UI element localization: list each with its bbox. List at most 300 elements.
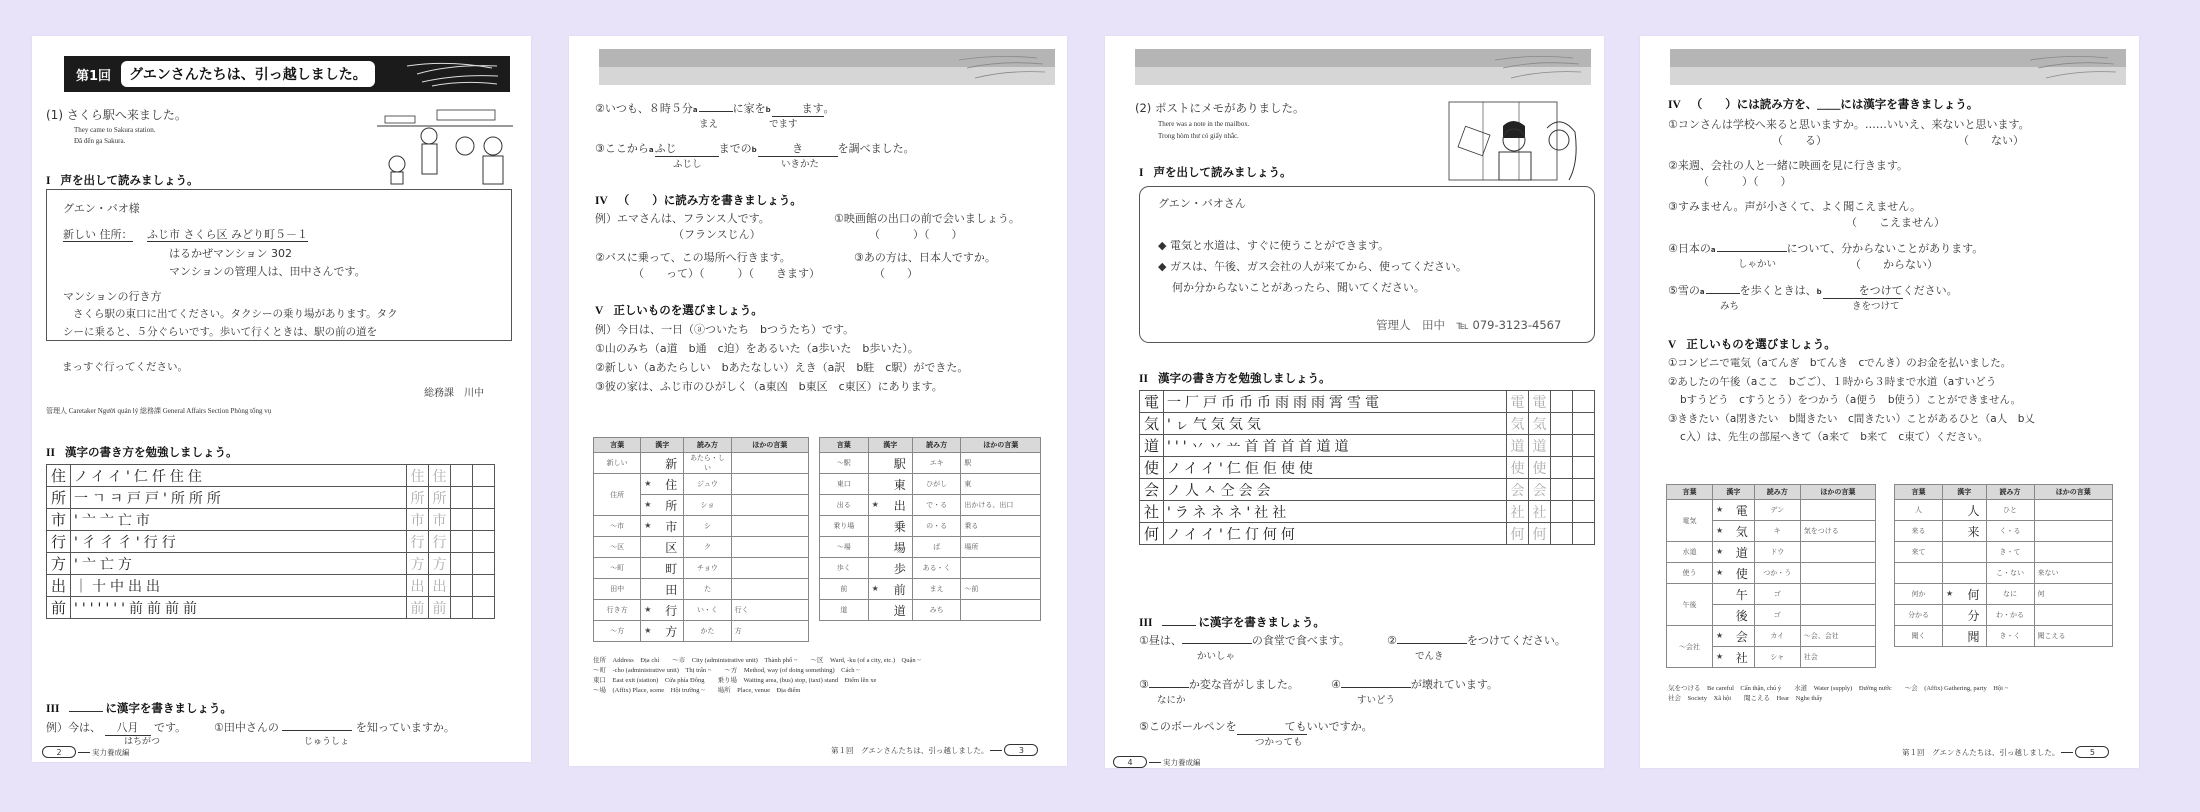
memo-bullet-1: ◆ 電気と水道は、すぐに使うことができます。 — [1158, 239, 1390, 252]
p5-q1-blank-b[interactable]: （ ない） — [1958, 134, 2024, 147]
trace-cell[interactable]: 何 — [1529, 523, 1551, 545]
vocab-reading: ゴ — [1754, 584, 1800, 605]
vocab-word: 新しい — [594, 453, 641, 474]
practice-cell[interactable] — [451, 575, 473, 597]
vocab-reading: い・く — [684, 600, 731, 621]
answer-blank[interactable] — [1182, 643, 1252, 644]
stroke-row — [1140, 457, 1595, 479]
vocab-word: 歩く — [820, 558, 869, 579]
vocab-table-right — [819, 437, 1041, 621]
workbook-page-2 — [32, 36, 531, 762]
kanji-cell: 何 — [1140, 523, 1164, 545]
section1-heading: I 声を出して読みましょう。 — [46, 173, 199, 187]
vocab-reading: き・て — [1986, 542, 2034, 563]
gloss-caretaker: 管理人 Caretaker Người quản lý 総務課 General Affairs Section Phòng tổng vụ — [46, 407, 272, 415]
column-header: ほかの言葉 — [1800, 485, 1875, 500]
practice-cell[interactable] — [1573, 501, 1595, 523]
trace-cell[interactable]: 使 — [1507, 457, 1529, 479]
stroke-sequence: ノイイ'仁仟住住 — [71, 465, 407, 487]
vocab-reading: た — [684, 579, 731, 600]
practice-cell[interactable] — [1551, 413, 1573, 435]
trace-cell[interactable]: 出 — [407, 575, 429, 597]
vocab-kanji: ★ 市 — [641, 516, 684, 537]
vocab-reading: で・る — [912, 495, 961, 516]
section4-heading: IV （ ）には読み方を、＿＿には漢字を書きましょう。 — [1668, 97, 1979, 111]
letter-address-label: 新しい 住所： — [63, 228, 133, 241]
stroke-row — [47, 553, 495, 575]
vocab-row — [594, 453, 809, 474]
column-header: ほかの言葉 — [2034, 485, 2113, 500]
vocab-row — [594, 516, 809, 537]
stroke-sequence: 一厂戸币币币雨雨雨霄雪電 — [1164, 391, 1507, 413]
answer-blank[interactable] — [1149, 687, 1189, 688]
vocab-other: 乗る — [961, 516, 1041, 537]
vocab-kanji: 分 — [1942, 605, 1986, 626]
vocab-row — [594, 474, 809, 495]
star-icon: ★ — [1715, 630, 1724, 640]
vocab-row — [820, 495, 1041, 516]
section2-heading: II 漢字の書き方を勉強しましょう。 — [1139, 371, 1331, 385]
s5-q2[interactable]: ②新しい（aあたらしい bあたなしい）えき（a訳 b駐 c駅）ができた。 — [595, 361, 969, 374]
vocab-kanji: 聞 — [1942, 626, 1986, 647]
s4-q3: ③あの方は、日本人ですか。 — [854, 251, 996, 264]
p4-q3: ③ か変な音がしました。 — [1139, 678, 1299, 691]
trace-cell[interactable]: 所 — [429, 487, 451, 509]
trace-cell[interactable]: 住 — [407, 465, 429, 487]
trace-cell[interactable]: 住 — [429, 465, 451, 487]
vocab-kanji: 来 — [1942, 521, 1986, 542]
mailbox-illustration-icon — [1447, 100, 1589, 184]
practice-cell[interactable] — [451, 597, 473, 619]
scene-heading: (2) ポストにメモがありました。 — [1135, 101, 1305, 115]
practice-cell[interactable] — [1551, 435, 1573, 457]
vocab-kanji: 場 — [868, 537, 912, 558]
practice-cell[interactable] — [1551, 479, 1573, 501]
p5-q3: ③すみません。声が小さくて、よく聞こえません。 — [1668, 200, 1921, 213]
chapter-number: 第1回 — [76, 68, 112, 84]
s4-q2-blanks[interactable]: （ って）（ ）（ きます） — [633, 267, 820, 280]
p5-s5-q2b[interactable]: bすうどう cすうとう）をつかう（a便う b使う）ことができません。 — [1680, 394, 2022, 406]
vocab-word: 分かる — [1895, 605, 1943, 626]
p5-s5-q3a[interactable]: ③ききたい（a閉きたい b聞きたい c間きたい）ことがあるひと（a人 b乂 — [1668, 413, 2035, 425]
column-header: 読み方 — [1754, 485, 1800, 500]
vocab-reading: シャ — [1754, 647, 1800, 668]
p5-q2-blanks[interactable]: （ ）（ ） — [1698, 175, 1792, 188]
answer-blank[interactable] — [1397, 643, 1467, 644]
practice-cell[interactable] — [451, 553, 473, 575]
vocab-other: 方 — [731, 621, 808, 642]
column-header: ほかの言葉 — [961, 438, 1041, 453]
practice-cell[interactable] — [451, 531, 473, 553]
vocab-word: 道 — [820, 600, 869, 621]
vocab-kanji: ★ 住 — [641, 474, 684, 495]
q3b-reading: いきかた — [781, 159, 820, 170]
stroke-sequence: 'ラネネネ'社社 — [1164, 501, 1507, 523]
stroke-order-table — [46, 464, 495, 619]
stroke-row — [47, 597, 495, 619]
practice-cell[interactable] — [1573, 391, 1595, 413]
stroke-sequence: 'ㇾ气気気気 — [1164, 413, 1507, 435]
star-icon: ★ — [1945, 588, 1954, 598]
s5-q1[interactable]: ①山のみち（a道 b通 c迫）をあるいた（a歩いた b歩いた）。 — [595, 342, 919, 355]
star-icon: ★ — [871, 499, 879, 509]
header-bar — [1670, 49, 2126, 85]
stroke-row — [47, 531, 495, 553]
trace-cell[interactable]: 道 — [1507, 435, 1529, 457]
memo-signature: 管理人 田中 ℡ 079-3123-4567 — [1376, 318, 1562, 332]
answer-blank[interactable] — [1341, 687, 1411, 688]
vocab-table-left — [1666, 484, 1876, 668]
p5-q4-blanks[interactable]: （ からない） — [1850, 258, 1938, 271]
practice-cell[interactable] — [1573, 479, 1595, 501]
scene-vietnamese: Trong hòm thư có giấy nhắc. — [1158, 132, 1239, 140]
s5-q3[interactable]: ③彼の家は、ふじ市のひがしく（a東凶 b東区 c東区）にあります。 — [595, 380, 943, 393]
vocab-word: 出る — [820, 495, 869, 516]
scene-english: There was a note in the mailbox. — [1158, 120, 1250, 128]
vocab-row — [820, 600, 1041, 621]
vocab-kanji: ★ 社 — [1712, 647, 1754, 668]
birds-decoration-icon — [402, 60, 502, 88]
practice-cell[interactable] — [1551, 523, 1573, 545]
s4-example-reading: （フランスじん） — [673, 228, 761, 241]
practice-cell[interactable] — [473, 531, 495, 553]
s4-q1-blanks[interactable]: （ ）（ ） — [869, 228, 963, 241]
vocab-other — [731, 474, 808, 495]
vocab-word: 人 — [1895, 500, 1943, 521]
vocab-reading: ク — [684, 537, 731, 558]
trace-cell[interactable]: 気 — [1529, 413, 1551, 435]
trace-cell[interactable]: 方 — [429, 553, 451, 575]
kanji-cell: 気 — [1140, 413, 1164, 435]
vocab-kanji: ★ 道 — [1712, 542, 1754, 563]
page-number: 4 — [1113, 756, 1147, 768]
example-reading: はちがつ — [124, 737, 161, 747]
stroke-sequence: ノイイ'仁仃何何 — [1164, 523, 1507, 545]
stroke-sequence: ノイイ'仁佢佢使使 — [1164, 457, 1507, 479]
q2b-reading: でます — [769, 119, 798, 130]
p4-q1-reading: かいしゃ — [1197, 651, 1236, 662]
chapter-banner — [64, 56, 510, 92]
kanji-cell: 住 — [47, 465, 71, 487]
section2-heading: II 漢字の書き方を勉強しましょう。 — [46, 445, 238, 459]
trace-cell[interactable]: 電 — [1507, 391, 1529, 413]
page-number: 3 — [1004, 744, 1038, 756]
vocab-row — [820, 558, 1041, 579]
vocab-word — [1895, 563, 1943, 584]
stroke-sequence: '亠亠亡市 — [71, 509, 407, 531]
column-header: 漢字 — [868, 438, 912, 453]
kanji-cell: 市 — [47, 509, 71, 531]
vocab-word: 使う — [1667, 563, 1713, 584]
practice-cell[interactable] — [473, 465, 495, 487]
p5-q5: ⑤雪のa を歩くときは、b をつけてください。 — [1668, 284, 1958, 297]
kanji-cell: 会 — [1140, 479, 1164, 501]
p5-q1-blank-a[interactable]: （ る） — [1772, 134, 1827, 147]
p5-q3-blanks[interactable]: （ こえません） — [1846, 216, 1945, 229]
stroke-sequence: '亠亡方 — [71, 553, 407, 575]
directions-title: マンションの行き方 — [63, 290, 162, 303]
p5-q5b-reading: きをつけて — [1852, 301, 1900, 312]
vocab-word: 聞く — [1895, 626, 1943, 647]
example-sentence: 例）今は、 八月 です。 — [46, 721, 187, 734]
p4-q2: ② をつけてください。 — [1387, 634, 1566, 647]
vocab-word: 田中 — [594, 579, 641, 600]
vocab-reading: デン — [1754, 500, 1800, 521]
section5-heading: V 正しいものを選びましょう。 — [595, 303, 763, 317]
practice-cell[interactable] — [1573, 457, 1595, 479]
q2a-reading: まえ — [699, 119, 719, 130]
trace-cell[interactable]: 前 — [429, 597, 451, 619]
vocab-word: ～区 — [594, 537, 641, 558]
star-icon: ★ — [644, 604, 652, 614]
stroke-sequence: '''丷丷䒑首首首首道道 — [1164, 435, 1507, 457]
vocab-word: ～町 — [594, 558, 641, 579]
vocab-reading: つか・う — [1754, 563, 1800, 584]
section1-heading: I 声を出して読みましょう。 — [1139, 165, 1292, 179]
vocab-kanji: ★ 方 — [641, 621, 684, 642]
trace-cell[interactable]: 会 — [1507, 479, 1529, 501]
kanji-cell: 道 — [1140, 435, 1164, 457]
vocab-word: 水道 — [1667, 542, 1713, 563]
vocab-reading: かた — [684, 621, 731, 642]
star-icon: ★ — [1715, 525, 1724, 535]
vocab-reading: の・る — [912, 516, 961, 537]
kanji-cell: 所 — [47, 487, 71, 509]
vocab-reading: エキ — [912, 453, 961, 474]
letter-box — [46, 189, 512, 341]
vocab-row — [1667, 563, 1876, 584]
stroke-row — [47, 509, 495, 531]
s4-q1: ①映画館の出口の前で会いましょう。 — [834, 212, 1020, 225]
section3-heading: III に漢字を書きましょう。 — [46, 701, 232, 715]
practice-cell[interactable] — [1551, 391, 1573, 413]
s4-q3-blanks[interactable]: （ ） — [874, 267, 918, 280]
workbook-page-5 — [1640, 36, 2139, 768]
practice-cell[interactable] — [451, 465, 473, 487]
practice-cell[interactable] — [473, 509, 495, 531]
trace-cell[interactable]: 会 — [1529, 479, 1551, 501]
practice-cell[interactable] — [1573, 523, 1595, 545]
practice-cell[interactable] — [1551, 501, 1573, 523]
column-header: 読み方 — [1986, 485, 2034, 500]
page-number: 5 — [2075, 746, 2109, 758]
trace-cell[interactable]: 所 — [407, 487, 429, 509]
q1-reading: じゅうしょ — [304, 737, 350, 747]
column-header: 漢字 — [1942, 485, 1986, 500]
trace-cell[interactable]: 出 — [429, 575, 451, 597]
trace-cell[interactable]: 市 — [429, 509, 451, 531]
stroke-row — [1140, 523, 1595, 545]
star-icon: ★ — [644, 520, 652, 530]
answer-blank[interactable] — [699, 111, 733, 112]
birds-decoration-icon — [957, 52, 1047, 82]
vocab-reading: みち — [912, 600, 961, 621]
column-header: 言葉 — [1667, 485, 1713, 500]
p5-q4: ④日本のa について、分からないことがあります。 — [1668, 242, 1984, 255]
trace-cell[interactable]: 社 — [1529, 501, 1551, 523]
memo-bullet-2: ◆ ガスは、午後、ガス会社の人が来てから、使ってください。 — [1158, 260, 1467, 273]
vocab-row — [594, 537, 809, 558]
section3-heading: III に漢字を書きましょう。 — [1139, 615, 1325, 629]
trace-cell[interactable]: 使 — [1529, 457, 1551, 479]
star-icon: ★ — [1715, 651, 1724, 661]
vocab-other — [2034, 605, 2113, 626]
practice-cell[interactable] — [451, 509, 473, 531]
gloss-line: 住所 Address Địa chỉ ～市 City (administrative unit) Thành phố ~ ～区 Ward, -ku (of a city, etc.) Quận ~ — [593, 657, 921, 664]
vocab-reading: こ・ない — [1986, 563, 2034, 584]
vocab-kanji: 道 — [868, 600, 912, 621]
page-footer: 4 実力養成編 — [1113, 756, 1201, 768]
vocab-row — [594, 621, 809, 642]
vocab-kanji: ★ 会 — [1712, 626, 1754, 647]
vocab-other — [731, 558, 808, 579]
stroke-sequence: ｜十中出出 — [71, 575, 407, 597]
vocab-other: 聞こえる — [2034, 626, 2113, 647]
p5-q5a-reading: みち — [1720, 301, 1740, 312]
kanji-cell: 社 — [1140, 501, 1164, 523]
trace-cell[interactable]: 方 — [407, 553, 429, 575]
letter-address-line3: マンションの管理人は、田中さんです。 — [169, 265, 366, 278]
vocab-other: 東 — [961, 474, 1041, 495]
vocab-kanji: ★ 前 — [868, 579, 912, 600]
practice-cell[interactable] — [1573, 435, 1595, 457]
vocab-other — [1800, 584, 1875, 605]
question-1: ①田中さんの を知っていますか。 — [214, 721, 455, 734]
s5-example: 例）今日は、一日（ⓐついたち bつうたち）です。 — [595, 323, 855, 336]
practice-cell[interactable] — [1573, 413, 1595, 435]
trace-cell[interactable]: 気 — [1507, 413, 1529, 435]
p4-q5: ⑤このボールペンを てもいいですか。 — [1139, 720, 1373, 733]
kanji-cell: 出 — [47, 575, 71, 597]
trace-cell[interactable]: 行 — [429, 531, 451, 553]
p5-s5-q3b[interactable]: c入）は、先生の部屋へきて（a来て b来て c東て）ください。 — [1680, 431, 1989, 443]
vocab-reading: チョウ — [684, 558, 731, 579]
vocab-other — [731, 516, 808, 537]
kanji-cell: 方 — [47, 553, 71, 575]
trace-cell[interactable]: 道 — [1529, 435, 1551, 457]
trace-cell[interactable]: 行 — [407, 531, 429, 553]
p4-q4: ④ が壊れています。 — [1331, 678, 1498, 691]
vocab-word: 何か — [1895, 584, 1943, 605]
stroke-row — [1140, 413, 1595, 435]
vocab-row — [1895, 626, 2113, 647]
practice-cell[interactable] — [473, 575, 495, 597]
p4-q4-reading: すいどう — [1357, 695, 1396, 706]
stroke-row — [47, 487, 495, 509]
answer-blank[interactable] — [1717, 251, 1787, 252]
vocab-other — [961, 558, 1041, 579]
vocab-row — [820, 474, 1041, 495]
vocab-reading: く・る — [1986, 521, 2034, 542]
vocab-word: ～方 — [594, 621, 641, 642]
vocab-reading: シ — [684, 516, 731, 537]
vocab-row — [1667, 626, 1876, 647]
vocab-word: 前 — [820, 579, 869, 600]
practice-cell[interactable] — [1551, 457, 1573, 479]
letter-address-line2: はるかぜマンション 302 — [169, 247, 292, 260]
letter-signature: 総務課 川中 — [424, 388, 484, 399]
section5-heading: V 正しいものを選びましょう。 — [1668, 337, 1836, 351]
vocab-kanji: 後 — [1712, 605, 1754, 626]
directions-line2: シーに乗ると、５分ぐらいです。歩いて行くときは、駅の前の道を — [63, 326, 378, 338]
vocab-reading: ひと — [1986, 500, 2034, 521]
vocab-other: 社会 — [1800, 647, 1875, 668]
vocab-kanji: ★ 所 — [641, 495, 684, 516]
vocab-kanji: ★ 行 — [641, 600, 684, 621]
vocab-row — [1667, 584, 1876, 605]
trace-cell[interactable]: 前 — [407, 597, 429, 619]
vocab-row — [594, 600, 809, 621]
vocab-kanji: 人 — [1942, 500, 1986, 521]
practice-cell[interactable] — [473, 597, 495, 619]
vocab-row — [1895, 521, 2113, 542]
vocab-reading: カイ — [1754, 626, 1800, 647]
vocab-word: ～場 — [820, 537, 869, 558]
vocab-kanji: 新 — [641, 453, 684, 474]
star-icon: ★ — [644, 478, 652, 488]
scene-heading: (1) さくら駅へ来ました。 — [46, 108, 187, 122]
practice-cell[interactable] — [473, 553, 495, 575]
p5-s5-q2a[interactable]: ②あしたの午後（aここ bごご）、１時から３時まで水道（aすいどう — [1668, 376, 1997, 388]
page-footer: 第１回 グエンさんたちは、引っ越しました。 3 — [831, 744, 1038, 756]
column-header: 言葉 — [820, 438, 869, 453]
vocab-row — [820, 516, 1041, 537]
p5-s5-q1[interactable]: ①コンビニで電気（aてんぎ bてんき cでんき）のお金を払いました。 — [1668, 357, 2012, 369]
practice-cell[interactable] — [473, 487, 495, 509]
vocab-other — [1800, 605, 1875, 626]
vocab-other — [1800, 500, 1875, 521]
trace-cell[interactable]: 社 — [1507, 501, 1529, 523]
vocab-other: ～会、会社 — [1800, 626, 1875, 647]
vocab-other — [1800, 563, 1875, 584]
vocab-row — [1895, 563, 2113, 584]
star-icon: ★ — [644, 625, 652, 635]
kanji-cell: 行 — [47, 531, 71, 553]
stroke-row — [1140, 479, 1595, 501]
memo-bullet-2-cont: 何か分からないことがあったら、聞いてください。 — [1172, 281, 1425, 294]
gloss-line: 気をつける Be careful Cẩn thận, chú ý 水道 Water (supply) Đường nước ～会 (Affix) Gathering, party Hội ~ — [1668, 685, 2009, 692]
star-icon: ★ — [1715, 504, 1724, 514]
vocab-row — [1667, 500, 1876, 521]
kanji-cell: 電 — [1140, 391, 1164, 413]
vocab-reading: き・く — [1986, 626, 2034, 647]
vocab-reading: ゴ — [1754, 605, 1800, 626]
vocab-other — [731, 537, 808, 558]
practice-cell[interactable] — [451, 487, 473, 509]
vocab-kanji: ★ 出 — [868, 495, 912, 516]
vocab-row — [1895, 584, 2113, 605]
memo-box — [1139, 186, 1595, 343]
vocab-reading: ショ — [684, 495, 731, 516]
letter-salutation: グエン・バオ様 — [63, 202, 140, 215]
trace-cell[interactable]: 何 — [1507, 523, 1529, 545]
vocab-row — [594, 558, 809, 579]
vocab-reading: わ・かる — [1986, 605, 2034, 626]
p5-q2: ②来週、会社の人と一緒に映画を見に行きます。 — [1668, 159, 1908, 172]
vocab-word: 電気 — [1667, 500, 1713, 542]
answer-blank[interactable] — [1706, 293, 1740, 294]
trace-cell[interactable]: 市 — [407, 509, 429, 531]
vocab-other — [731, 495, 808, 516]
header-bar — [1135, 49, 1591, 85]
directions-line3: まっすぐ行ってください。 — [62, 361, 188, 373]
vocab-reading: ある・く — [912, 558, 961, 579]
trace-cell[interactable]: 電 — [1529, 391, 1551, 413]
answer-blank[interactable] — [282, 730, 352, 731]
stroke-sequence: 一ㄱㅋ戸戸'所所所 — [71, 487, 407, 509]
p4-q2-reading: でんき — [1415, 651, 1444, 662]
page-number: 2 — [42, 746, 76, 758]
